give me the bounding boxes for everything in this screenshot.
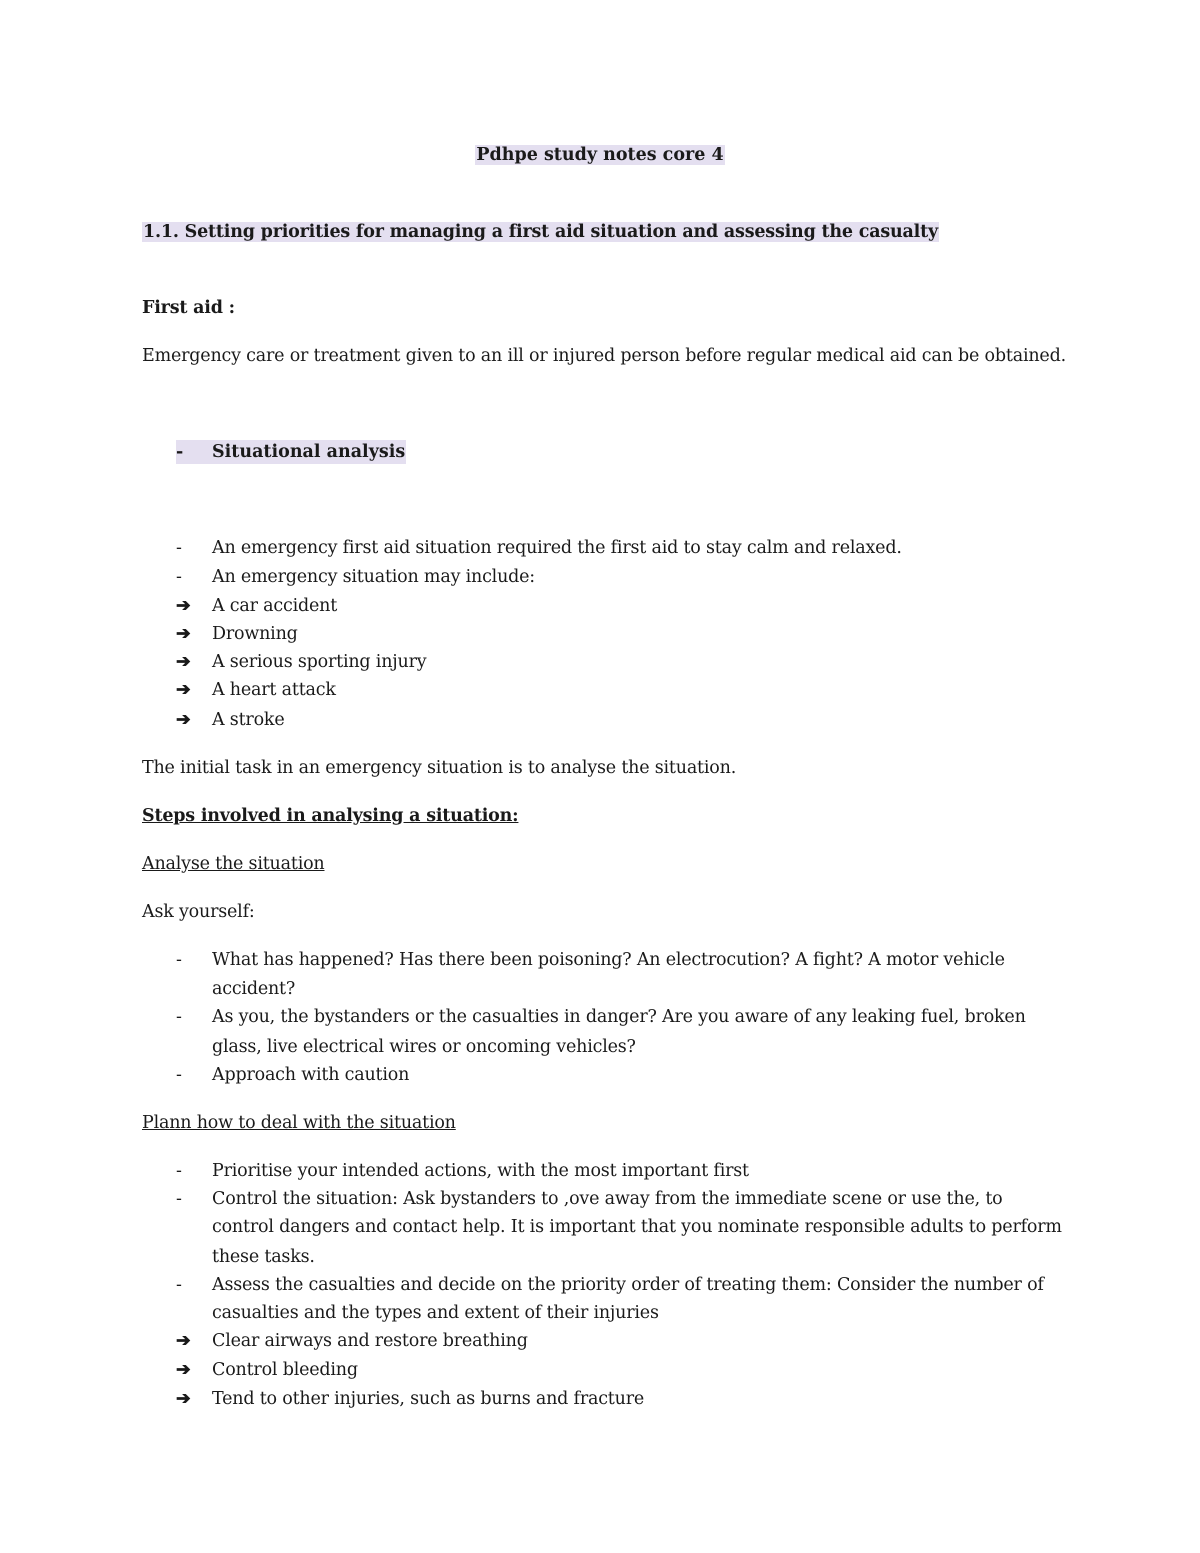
first-aid-label: First aid : — [142, 298, 235, 318]
list-item — [176, 594, 337, 618]
list-item — [176, 1329, 528, 1353]
list-item-text: A stroke — [212, 710, 285, 730]
list-item — [176, 650, 426, 674]
list-item-text: A car accident — [212, 596, 338, 616]
arrow-icon: ➔ — [176, 1389, 191, 1409]
dash-marker: - — [176, 1275, 182, 1295]
list-item-text: Control the situation: Ask bystanders to ,ove away from the immediate scene or use the, to — [212, 1189, 1003, 1209]
dash-marker: - — [176, 1189, 182, 1209]
arrow-icon: ➔ — [176, 652, 191, 672]
dash-marker: - — [176, 538, 182, 558]
arrow-icon: ➔ — [176, 1331, 191, 1351]
list-item — [176, 948, 1005, 972]
list-item-text: An emergency situation may include: — [212, 567, 536, 587]
list-item — [176, 1005, 1026, 1029]
initial-task-paragraph: The initial task in an emergency situation is to analyse the situation. — [142, 758, 737, 778]
list-item-text: As you, the bystanders or the casualties in danger? Are you aware of any leaking fuel, broken — [212, 1007, 1026, 1027]
section-heading — [142, 220, 939, 244]
list-item-text: A heart attack — [212, 680, 336, 700]
situational-heading-text: Situational analysis — [212, 442, 406, 462]
list-item — [176, 1159, 749, 1183]
document-title — [0, 143, 1200, 167]
list-item-continuation: glass, live electrical wires or oncoming vehicles? — [212, 1037, 636, 1057]
list-item-continuation: casualties and the types and extent of their injuries — [212, 1303, 659, 1323]
list-item-text: What has happened? Has there been poisoning? An electrocution? A fight? A motor vehicle — [212, 950, 1005, 970]
list-item-text: Approach with caution — [212, 1065, 410, 1085]
list-item — [176, 1273, 1044, 1297]
list-item-text: Clear airways and restore breathing — [212, 1331, 528, 1351]
arrow-icon: ➔ — [176, 1360, 191, 1380]
list-item — [176, 536, 902, 560]
plan-heading: Plann how to deal with the situation — [142, 1113, 456, 1133]
list-item-text: Drowning — [212, 624, 298, 644]
list-item-continuation: control dangers and contact help. It is important that you nominate responsible adults to perform — [212, 1217, 1062, 1237]
list-item — [176, 708, 284, 732]
dash-marker: - — [176, 567, 182, 587]
arrow-icon: ➔ — [176, 596, 191, 616]
list-item-text: Assess the casualties and decide on the priority order of treating them: Consider the number of — [212, 1275, 1044, 1295]
list-item — [176, 622, 298, 646]
first-aid-definition: Emergency care or treatment given to an ill or injured person before regular medical aid can be obtained. — [142, 346, 1066, 366]
list-item — [176, 1187, 1003, 1211]
section-heading-text: 1.1. Setting priorities for managing a first aid situation and assessing the casualty — [143, 222, 938, 242]
dash-marker: - — [176, 950, 182, 970]
steps-heading: Steps involved in analysing a situation: — [142, 806, 519, 826]
situational-analysis-heading — [176, 440, 406, 464]
arrow-icon: ➔ — [176, 710, 191, 730]
dash-marker: - — [176, 1065, 182, 1085]
list-item-text: A serious sporting injury — [212, 652, 427, 672]
list-item — [176, 1358, 358, 1382]
list-item-text: Control bleeding — [212, 1360, 358, 1380]
dash-marker: - — [176, 1007, 182, 1027]
list-item-continuation: accident? — [212, 979, 296, 999]
list-item — [176, 1387, 644, 1411]
arrow-icon: ➔ — [176, 624, 191, 644]
list-item-text: Prioritise your intended actions, with the most important first — [212, 1161, 749, 1181]
ask-yourself: Ask yourself: — [142, 902, 255, 922]
document-title-text: Pdhpe study notes core 4 — [476, 145, 724, 165]
list-item — [176, 565, 535, 589]
arrow-icon: ➔ — [176, 680, 191, 700]
list-item — [176, 1063, 409, 1087]
situational-marker: - — [176, 442, 184, 462]
list-item-text: An emergency first aid situation required the first aid to stay calm and relaxed. — [212, 538, 902, 558]
list-item — [176, 678, 336, 702]
dash-marker: - — [176, 1161, 182, 1181]
list-item-text: Tend to other injuries, such as burns and fracture — [212, 1389, 645, 1409]
list-item-continuation: these tasks. — [212, 1247, 315, 1267]
analyse-heading: Analyse the situation — [142, 854, 325, 874]
